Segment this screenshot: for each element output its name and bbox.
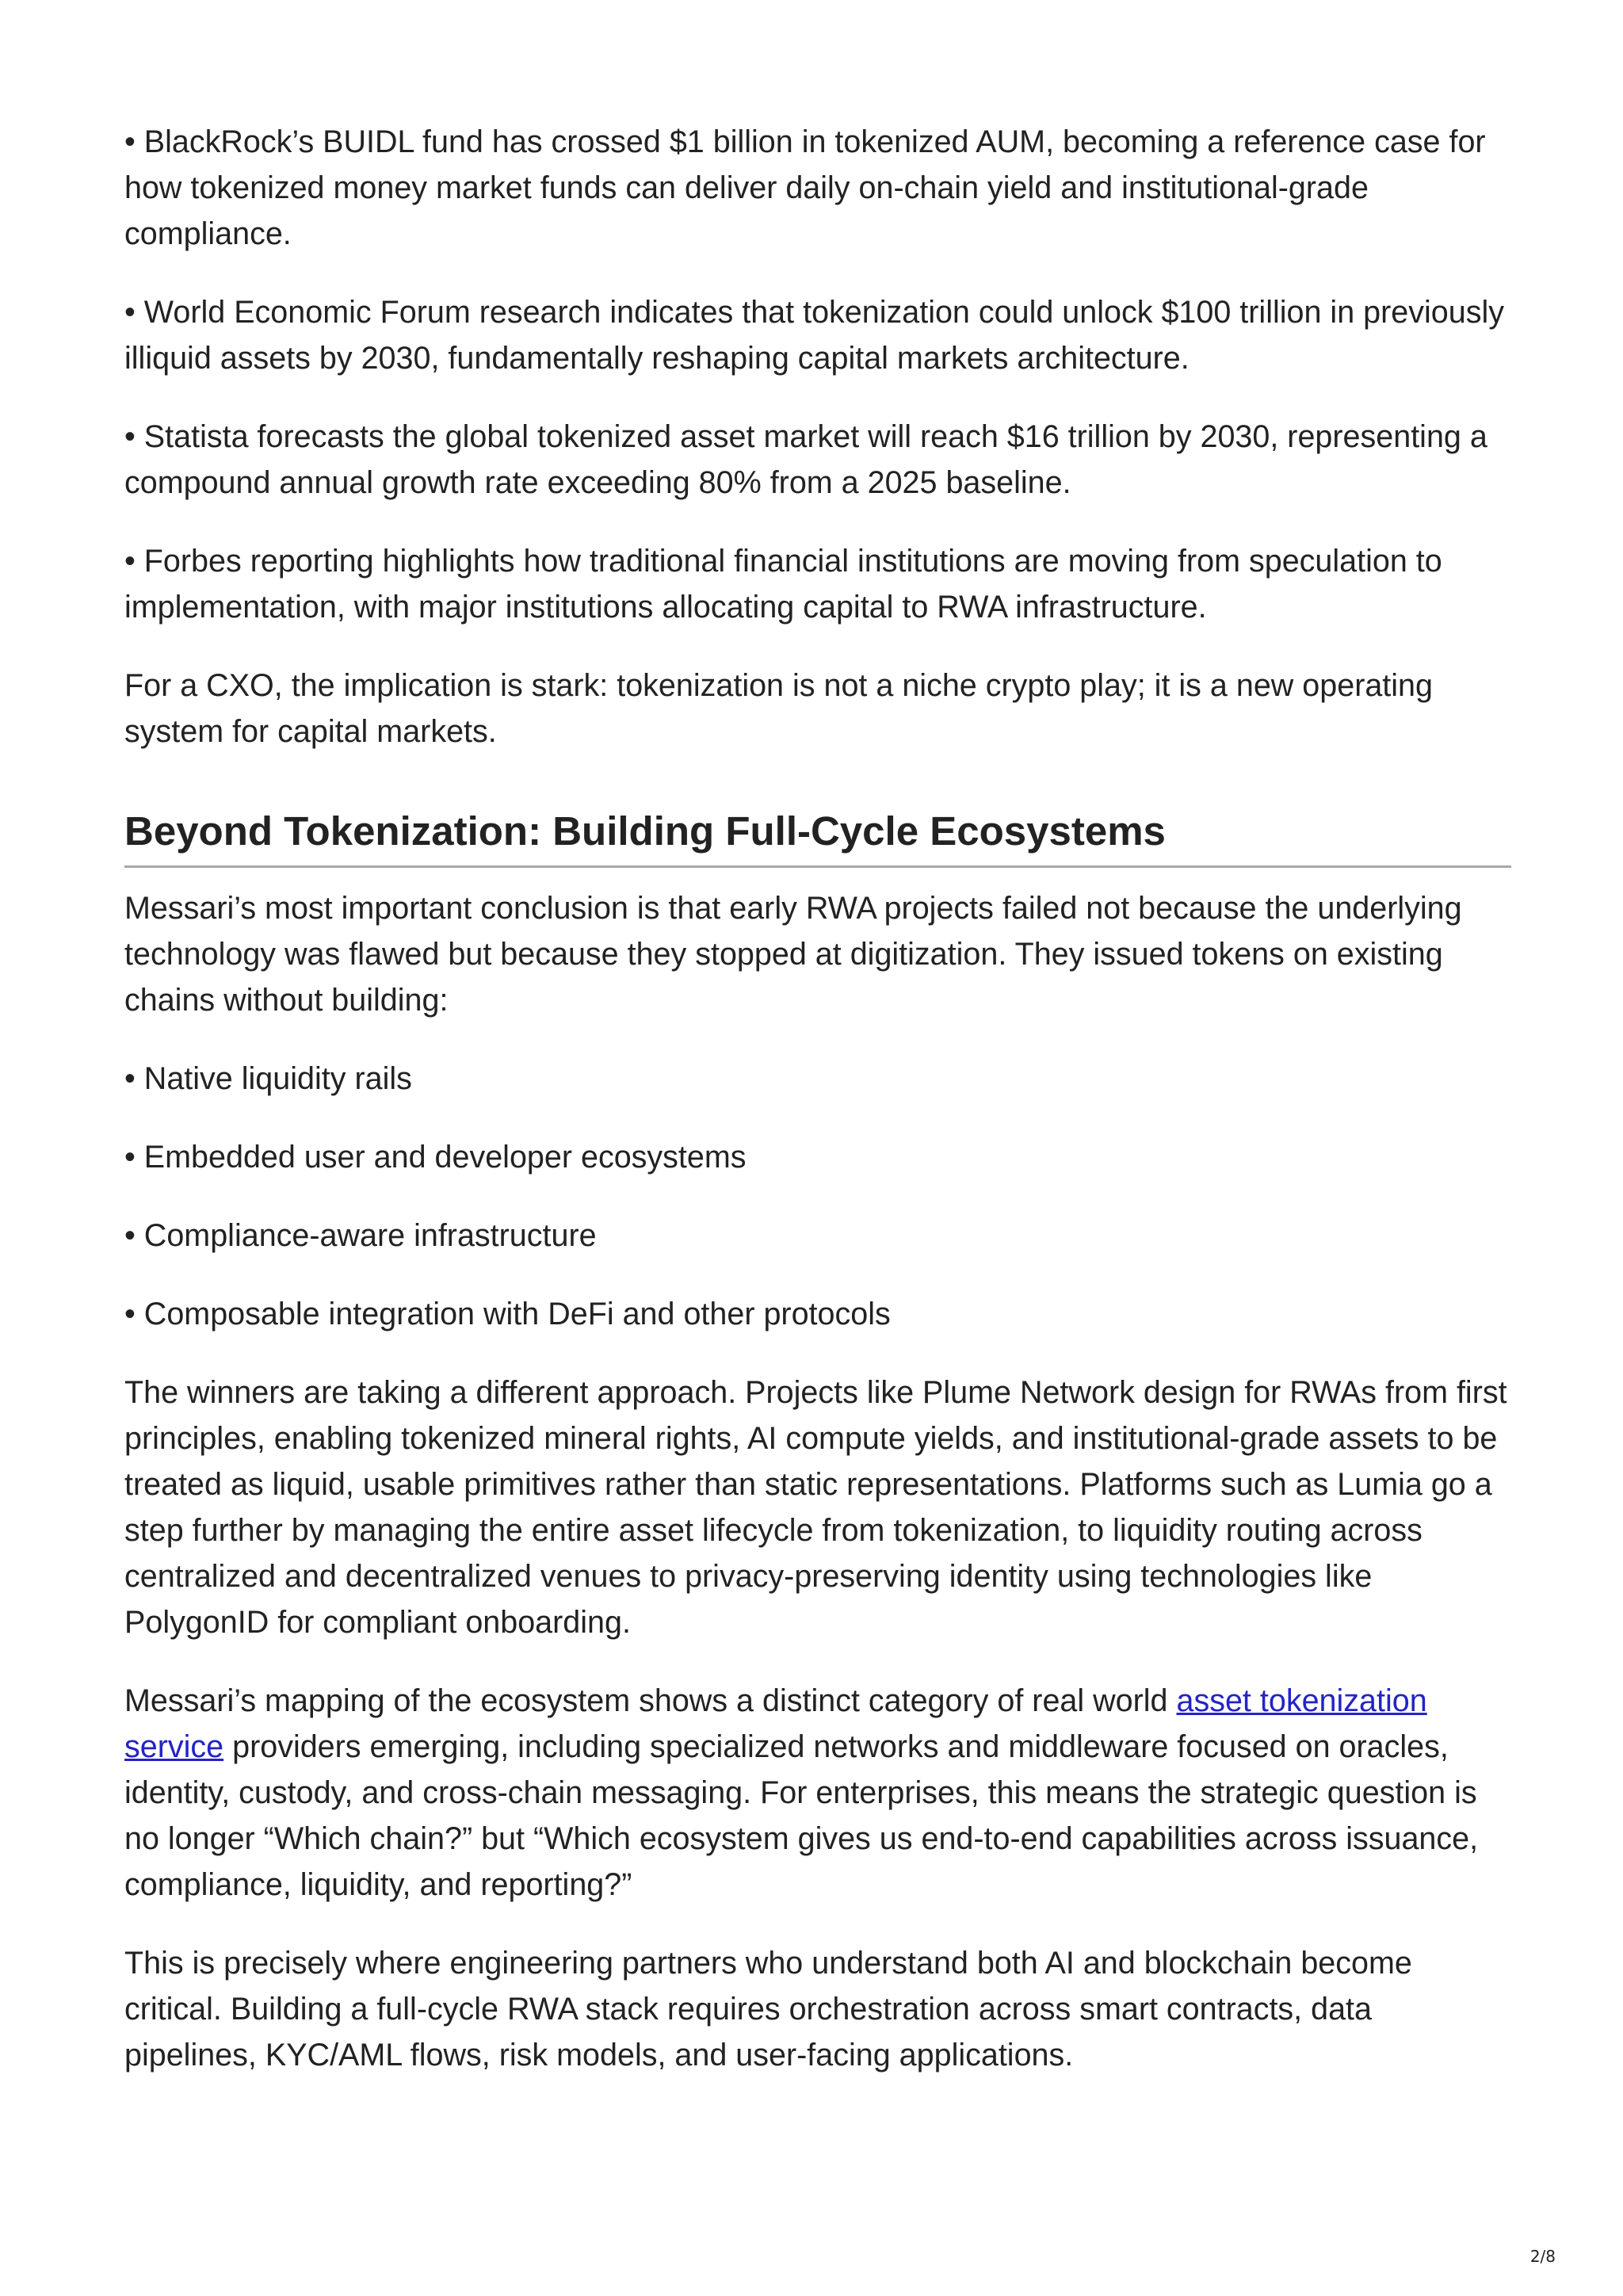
bullet-forbes-reporting: • Forbes reporting highlights how traditional financial institutions are moving from speculation to implementation, with major institutions allocating capital to RWA infrastructure. [124, 544, 1442, 625]
bullet-statista-forecast: • Statista forecasts the global tokenized asset market will reach $16 trillion by 2030, representing a compound annual growth rate exceeding 80% from a 2025 baseline. [124, 419, 1487, 500]
cxo-implication-paragraph: For a CXO, the implication is stark: tokenization is not a niche crypto play; it is a new operating system for capital markets. [124, 668, 1433, 749]
document-page [124, 119, 1511, 2111]
bullet-embedded-ecosystems: • Embedded user and developer ecosystems [124, 1140, 747, 1175]
mapping-paragraph [124, 1678, 1511, 1908]
bullet-compliance-infrastructure: • Compliance-aware infrastructure [124, 1218, 597, 1253]
mapping-text-after-link: providers emerging, including specialized networks and middleware focused on oracles, identity, custody, and cross-chain messaging. For enterprises, this means the strategic question is no longer “Which chain?” but “Which ecosystem gives us end-to-end capabilities across issuance, compliance, liquidity, and reporting?” [124, 1729, 1479, 1902]
asset-tokenization-service-link[interactable]: asset tokenization service [124, 1683, 1427, 1764]
bullet-native-liquidity: • Native liquidity rails [124, 1061, 412, 1096]
page-number: 2/8 [1529, 2247, 1556, 2266]
bullet-blackrock-buidl: • BlackRock’s BUIDL fund has crossed $1 billion in tokenized AUM, becoming a reference case for how tokenized money market funds can deliver daily on-chain yield and institutional-grade compliance. [124, 124, 1486, 251]
messari-intro-paragraph: Messari’s most important conclusion is that early RWA projects failed not because the underlying technology was flawed but because they stopped at digitization. They issued tokens on existing chains without building: [124, 891, 1462, 1018]
bullet-composable-integration: • Composable integration with DeFi and other protocols [124, 1297, 891, 1331]
mapping-text-before-link: Messari’s mapping of the ecosystem shows a distinct category of real world [124, 1683, 1177, 1718]
winners-paragraph: The winners are taking a different approach. Projects like Plume Network design for RWAs from first principles, enabling tokenized mineral rights, AI compute yields, and institutional-grade assets to be treated as liquid, usable primitives rather than static representations. Platforms such as Lumia go a step further by managing the entire asset lifecycle from tokenization, to liquidity routing across centralized and decentralized venues to privacy-preserving identity using technologies like PolygonID for compliant onboarding. [124, 1375, 1507, 1640]
section-heading: Beyond Tokenization: Building Full-Cycle Ecosystems [124, 807, 1511, 868]
closing-paragraph: This is precisely where engineering partners who understand both AI and blockchain become critical. Building a full-cycle RWA stack requires orchestration across smart contracts, data pipelines, KYC/AML flows, risk models, and user-facing applications. [124, 1946, 1412, 2073]
bullet-world-economic-forum: • World Economic Forum research indicates that tokenization could unlock $100 trillion in previously illiquid assets by 2030, fundamentally reshaping capital markets architecture. [124, 295, 1504, 376]
